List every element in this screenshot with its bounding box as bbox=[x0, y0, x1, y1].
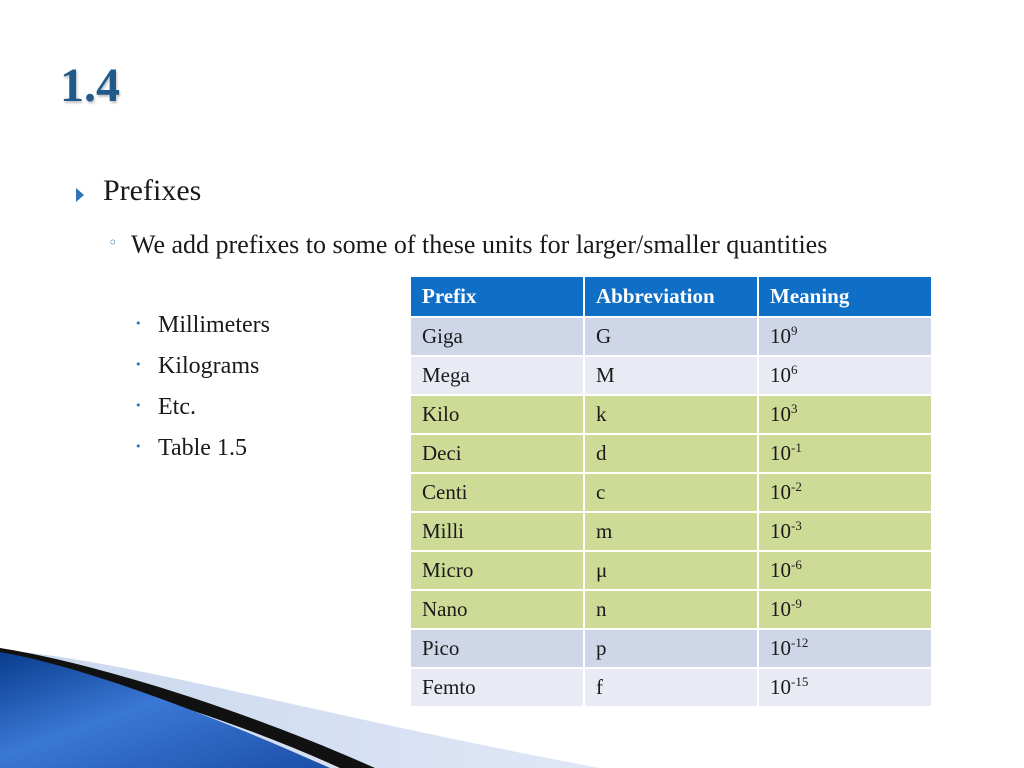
meaning-cell bbox=[758, 356, 932, 395]
bullet-level2: We add prefixes to some of these units for larger/smaller quantities bbox=[131, 230, 828, 259]
meaning-exponent: -15 bbox=[791, 674, 809, 689]
table-row bbox=[410, 434, 932, 473]
meaning-cell bbox=[758, 317, 932, 356]
table-row bbox=[410, 473, 932, 512]
meaning-base: 10 bbox=[770, 597, 791, 621]
dot-bullet-icon: • bbox=[135, 440, 142, 453]
prefix-cell: Giga bbox=[410, 317, 584, 356]
bullet-level3-item: Etc. bbox=[158, 394, 196, 420]
meaning-cell bbox=[758, 395, 932, 434]
prefix-cell: Nano bbox=[410, 590, 584, 629]
bullet-level3-item: Kilograms bbox=[158, 353, 260, 379]
bullet-level3-item: Millimeters bbox=[158, 312, 270, 338]
meaning-base: 10 bbox=[770, 519, 791, 543]
meaning-exponent: -12 bbox=[791, 635, 809, 650]
table-header-abbreviation: Abbreviation bbox=[584, 276, 758, 317]
table-header-row bbox=[410, 276, 932, 317]
abbreviation-cell: n bbox=[584, 590, 758, 629]
dot-bullet-icon: • bbox=[135, 399, 142, 412]
table-row bbox=[410, 590, 932, 629]
meaning-base: 10 bbox=[770, 402, 791, 426]
bullet-level3-item: Table 1.5 bbox=[158, 435, 247, 461]
meaning-cell bbox=[758, 473, 932, 512]
abbreviation-cell: M bbox=[584, 356, 758, 395]
slide-title: 1.4 bbox=[60, 59, 120, 112]
prefix-cell: Pico bbox=[410, 629, 584, 668]
meaning-exponent: 3 bbox=[791, 401, 798, 416]
abbreviation-cell: f bbox=[584, 668, 758, 707]
meaning-base: 10 bbox=[770, 363, 791, 387]
meaning-cell bbox=[758, 434, 932, 473]
meaning-exponent: -2 bbox=[791, 479, 802, 494]
table-row bbox=[410, 317, 932, 356]
meaning-exponent: -9 bbox=[791, 596, 802, 611]
prefix-cell: Mega bbox=[410, 356, 584, 395]
abbreviation-cell: G bbox=[584, 317, 758, 356]
meaning-exponent: -1 bbox=[791, 440, 802, 455]
circle-bullet-icon: ◦ bbox=[108, 233, 118, 252]
table-header-meaning: Meaning bbox=[758, 276, 932, 317]
meaning-cell bbox=[758, 512, 932, 551]
abbreviation-cell: k bbox=[584, 395, 758, 434]
prefix-cell: Kilo bbox=[410, 395, 584, 434]
prefix-cell: Deci bbox=[410, 434, 584, 473]
abbreviation-cell: c bbox=[584, 473, 758, 512]
bullet-level1: Prefixes bbox=[103, 174, 202, 207]
meaning-cell bbox=[758, 551, 932, 590]
table-row bbox=[410, 356, 932, 395]
meaning-base: 10 bbox=[770, 441, 791, 465]
meaning-exponent: 9 bbox=[791, 323, 798, 338]
meaning-base: 10 bbox=[770, 480, 791, 504]
meaning-exponent: -6 bbox=[791, 557, 802, 572]
prefix-cell: Milli bbox=[410, 512, 584, 551]
meaning-exponent: -3 bbox=[791, 518, 802, 533]
triangle-bullet-icon bbox=[76, 188, 84, 202]
dot-bullet-icon: • bbox=[135, 358, 142, 371]
meaning-exponent: 6 bbox=[791, 362, 798, 377]
dot-bullet-icon: • bbox=[135, 317, 142, 330]
abbreviation-cell: d bbox=[584, 434, 758, 473]
table-row bbox=[410, 551, 932, 590]
abbreviation-cell: m bbox=[584, 512, 758, 551]
meaning-base: 10 bbox=[770, 636, 791, 660]
meaning-base: 10 bbox=[770, 675, 791, 699]
prefix-cell: Micro bbox=[410, 551, 584, 590]
meaning-cell bbox=[758, 590, 932, 629]
decorative-swoosh-shape bbox=[0, 640, 1024, 768]
prefix-cell: Femto bbox=[410, 668, 584, 707]
abbreviation-cell: p bbox=[584, 629, 758, 668]
table-row bbox=[410, 512, 932, 551]
table-header-prefix: Prefix bbox=[410, 276, 584, 317]
meaning-base: 10 bbox=[770, 324, 791, 348]
table-row bbox=[410, 395, 932, 434]
abbreviation-cell: μ bbox=[584, 551, 758, 590]
meaning-base: 10 bbox=[770, 558, 791, 582]
prefix-cell: Centi bbox=[410, 473, 584, 512]
